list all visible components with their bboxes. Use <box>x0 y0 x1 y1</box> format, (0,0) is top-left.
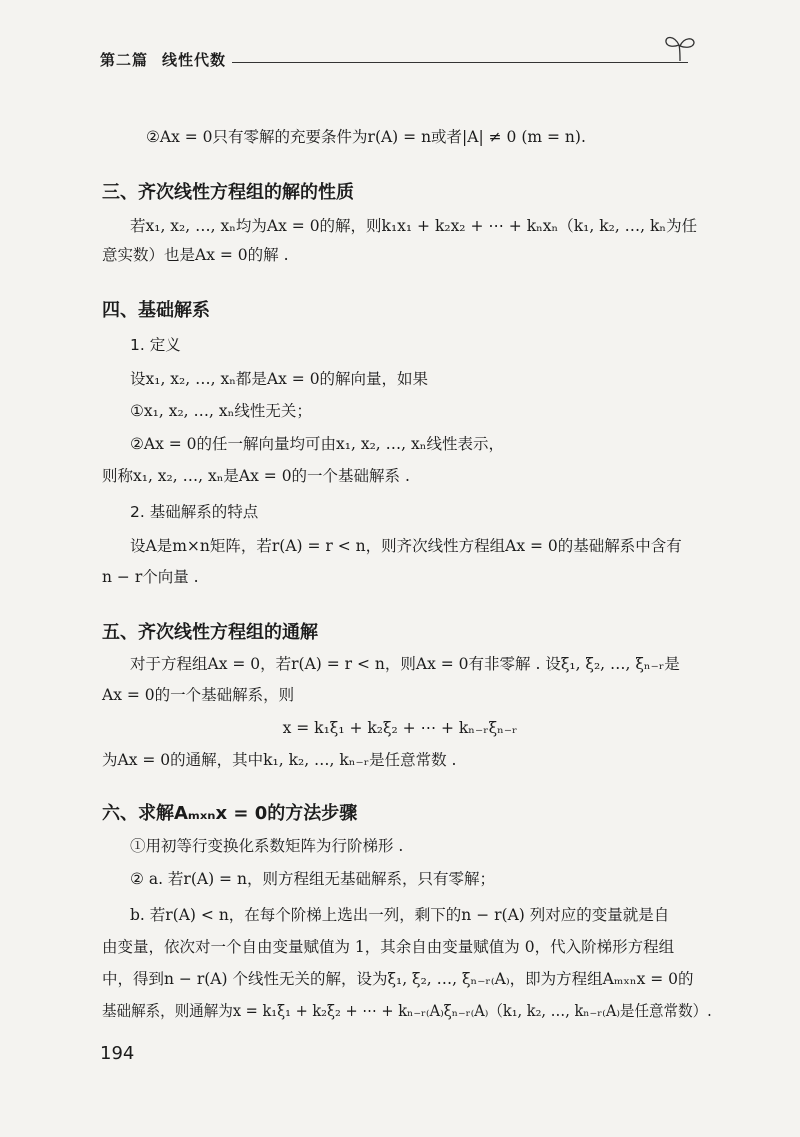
text-line: 设x₁, x₂, …, xₙ都是Ax = 0的解向量，如果 <box>130 370 429 388</box>
part-label: 第二篇 <box>100 51 149 69</box>
text-line: 设A是m×n矩阵，若r(A) = r < n，则齐次线性方程组Ax = 0的基础解系中含有 <box>130 537 682 555</box>
running-header <box>100 49 226 70</box>
section-heading: 五、齐次线性方程组的通解 <box>102 622 318 643</box>
text-line: ② a. 若r(A) = n，则方程组无基础解系，只有零解； <box>130 870 495 888</box>
text-line: 对于方程组Ax = 0，若r(A) = r < n，则Ax = 0有非零解 . 设ξ₁, ξ₂, …, ξₙ₋ᵣ是 <box>130 655 680 673</box>
subsection-heading: 2. 基础解系的特点 <box>130 503 259 521</box>
text-line: Ax = 0的一个基础解系，则 <box>102 686 295 704</box>
text-line: n − r个向量 . <box>102 568 199 586</box>
text-line: 基础解系，则通解为x = k₁ξ₁ + k₂ξ₂ + ⋯ + kₙ₋ᵣ₍A₎ξₙ₋ᵣ₍A₎（k₁, k₂, …, kₙ₋ᵣ₍A₎是任意常数）. <box>102 1002 712 1020</box>
text-line: ①用初等行变换化系数矩阵为行阶梯形 . <box>130 837 404 855</box>
text-line: ②Ax = 0的任一解向量均可由x₁, x₂, …, xₙ线性表示， <box>130 435 504 453</box>
text-line: b. 若r(A) < n，在每个阶梯上选出一列，剩下的n − r(A) 列对应的变量就是自 <box>130 906 670 924</box>
text-line: ②Ax = 0只有零解的充要条件为r(A) = n或者|A| ≠ 0 (m = n). <box>146 128 586 146</box>
part-title: 线性代数 <box>162 51 227 69</box>
text-line: 则称x₁, x₂, …, xₙ是Ax = 0的一个基础解系 . <box>102 467 410 485</box>
section-heading: 四、基础解系 <box>102 300 210 321</box>
text-line: 由变量，依次对一个自由变量赋值为 1，其余自由变量赋值为 0，代入阶梯形方程组 <box>102 938 675 956</box>
text-line: 中，得到n − r(A) 个线性无关的解，设为ξ₁, ξ₂, …, ξₙ₋ᵣ₍A₎，即为方程组Aₘₓₙx = 0的 <box>102 970 694 988</box>
section-heading: 三、齐次线性方程组的解的性质 <box>102 182 354 203</box>
subsection-heading: 1. 定义 <box>130 336 181 354</box>
page-number: 194 <box>100 1043 135 1064</box>
text-line: ①x₁, x₂, …, xₙ线性无关； <box>130 402 312 420</box>
sprout-icon <box>662 31 698 63</box>
section-heading: 六、求解Aₘₓₙx = 0的方法步骤 <box>102 803 358 824</box>
header-rule <box>232 62 688 63</box>
text-line: 若x₁, x₂, …, xₙ均为Ax = 0的解，则k₁x₁ + k₂x₂ + ⋯ + kₙxₙ（k₁, k₂, …, kₙ为任 <box>130 217 698 235</box>
text-line: 意实数）也是Ax = 0的解 . <box>102 246 289 264</box>
text-line: 为Ax = 0的通解，其中k₁, k₂, …, kₙ₋ᵣ是任意常数 . <box>102 751 457 769</box>
display-equation: x = k₁ξ₁ + k₂ξ₂ + ⋯ + kₙ₋ᵣξₙ₋ᵣ <box>282 719 518 737</box>
